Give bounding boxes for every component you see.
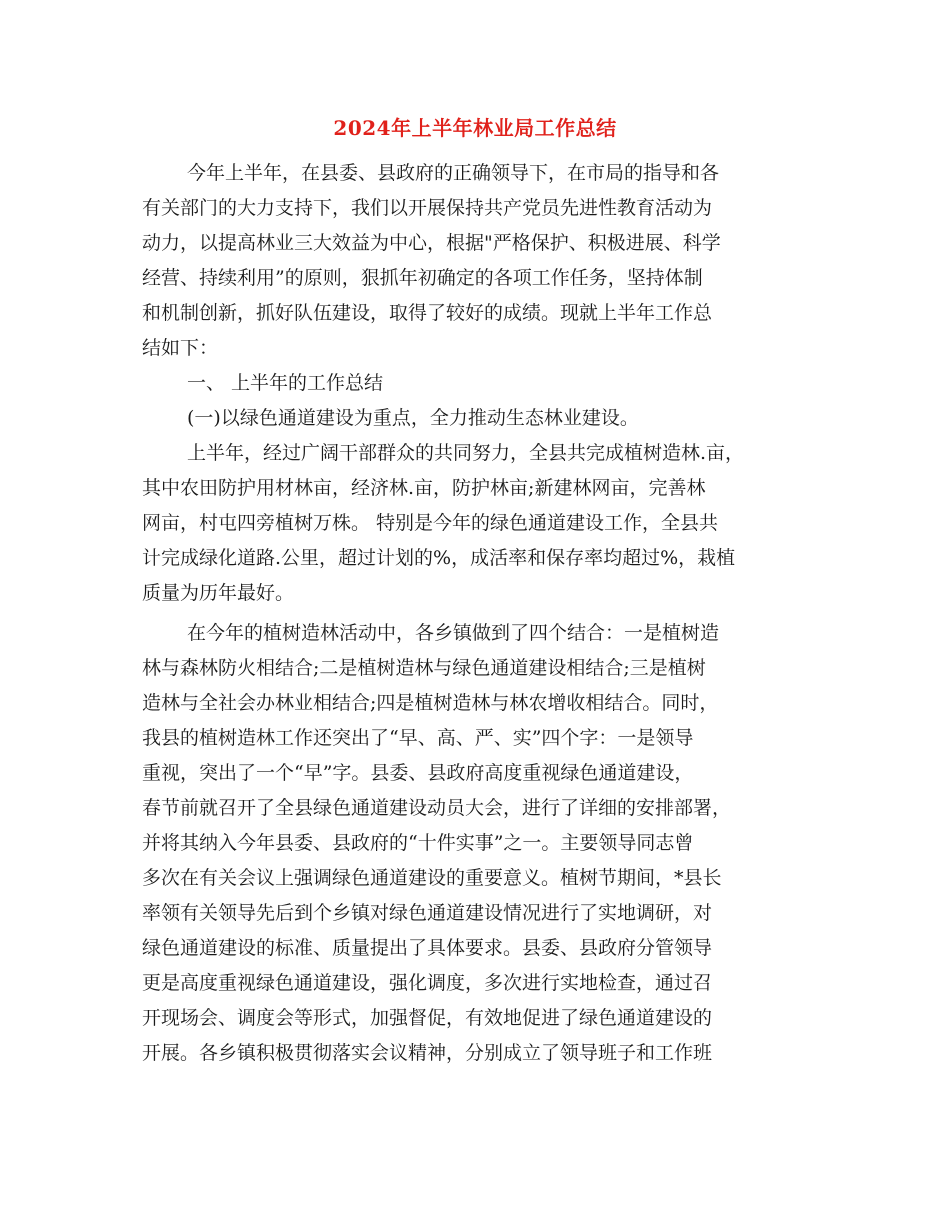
body-line: 和机制创新，抓好队伍建设，取得了较好的成绩。现就上半年工作总 xyxy=(142,302,713,324)
body-line: 今年上半年，在县委、县政府的正确领导下，在市局的指导和各 xyxy=(187,162,720,184)
body-line: 其中农田防护用材林亩，经济林.亩，防护林亩;新建林网亩，完善林 xyxy=(142,477,706,499)
body-line: 林与森林防火相结合;二是植树造林与绿色通道建设相结合;三是植树 xyxy=(142,657,706,679)
body-line: 更是高度重视绿色通道建设，强化调度，多次进行实地检查，通过召 xyxy=(142,972,713,994)
body-line: 一、 上半年的工作总结 xyxy=(187,372,384,394)
document-body xyxy=(142,156,802,1071)
body-line: 结如下： xyxy=(142,337,219,359)
body-line: 有关部门的大力支持下，我们以开展保持共产党员先进性教育活动为 xyxy=(142,197,713,219)
body-line: 多次在有关会议上强调绿色通道建设的重要意义。植树节期间，*县长 xyxy=(142,867,722,889)
body-line: 绿色通道建设的标准、质量提出了具体要求。县委、县政府分管领导 xyxy=(142,937,713,959)
body-line: 我县的植树造林工作还突出了“早、高、严、实”四个字：一是领导 xyxy=(142,727,694,749)
body-line: 开现场会、调度会等形式，加强督促，有效地促进了绿色通道建设的 xyxy=(142,1007,713,1029)
body-line: (一)以绿色通道建设为重点，全力推动生态林业建设。 xyxy=(187,407,639,429)
body-line: 在今年的植树造林活动中，各乡镇做到了四个结合：一是植树造 xyxy=(187,622,720,644)
body-line: 并将其纳入今年县委、县政府的“十件实事”之一。主要领导同志曾 xyxy=(142,832,694,854)
body-line: 网亩，村屯四旁植树万株。 特别是今年的绿色通道建设工作，全县共 xyxy=(142,512,719,534)
body-line: 重视，突出了一个“早”字。县委、县政府高度重视绿色通道建设， xyxy=(142,762,694,784)
body-line: 造林与全社会办林业相结合;四是植树造林与林农增收相结合。同时， xyxy=(142,692,719,714)
body-line: 上半年，经过广阔干部群众的共同努力，全县共完成植树造林.亩， xyxy=(187,442,745,464)
body-line: 质量为历年最好。 xyxy=(142,582,295,604)
body-line: 计完成绿化道路.公里，超过计划的%，成活率和保存率均超过%，栽植 xyxy=(142,547,736,569)
body-line: 率领有关领导先后到个乡镇对绿色通道建设情况进行了实地调研，对 xyxy=(142,902,713,924)
document-title: 2024年上半年林业局工作总结 xyxy=(333,116,617,140)
body-line: 经营、持续利用”的原则，狠抓年初确定的各项工作任务，坚持体制 xyxy=(142,267,703,289)
body-line: 动力，以提高林业三大效益为中心，根据"严格保护、积极进展、科学 xyxy=(142,232,721,254)
body-line: 开展。各乡镇积极贯彻落实会议精神，分别成立了领导班子和工作班 xyxy=(142,1042,713,1064)
body-line: 春节前就召开了全县绿色通道建设动员大会，进行了详细的安排部署， xyxy=(142,797,732,819)
